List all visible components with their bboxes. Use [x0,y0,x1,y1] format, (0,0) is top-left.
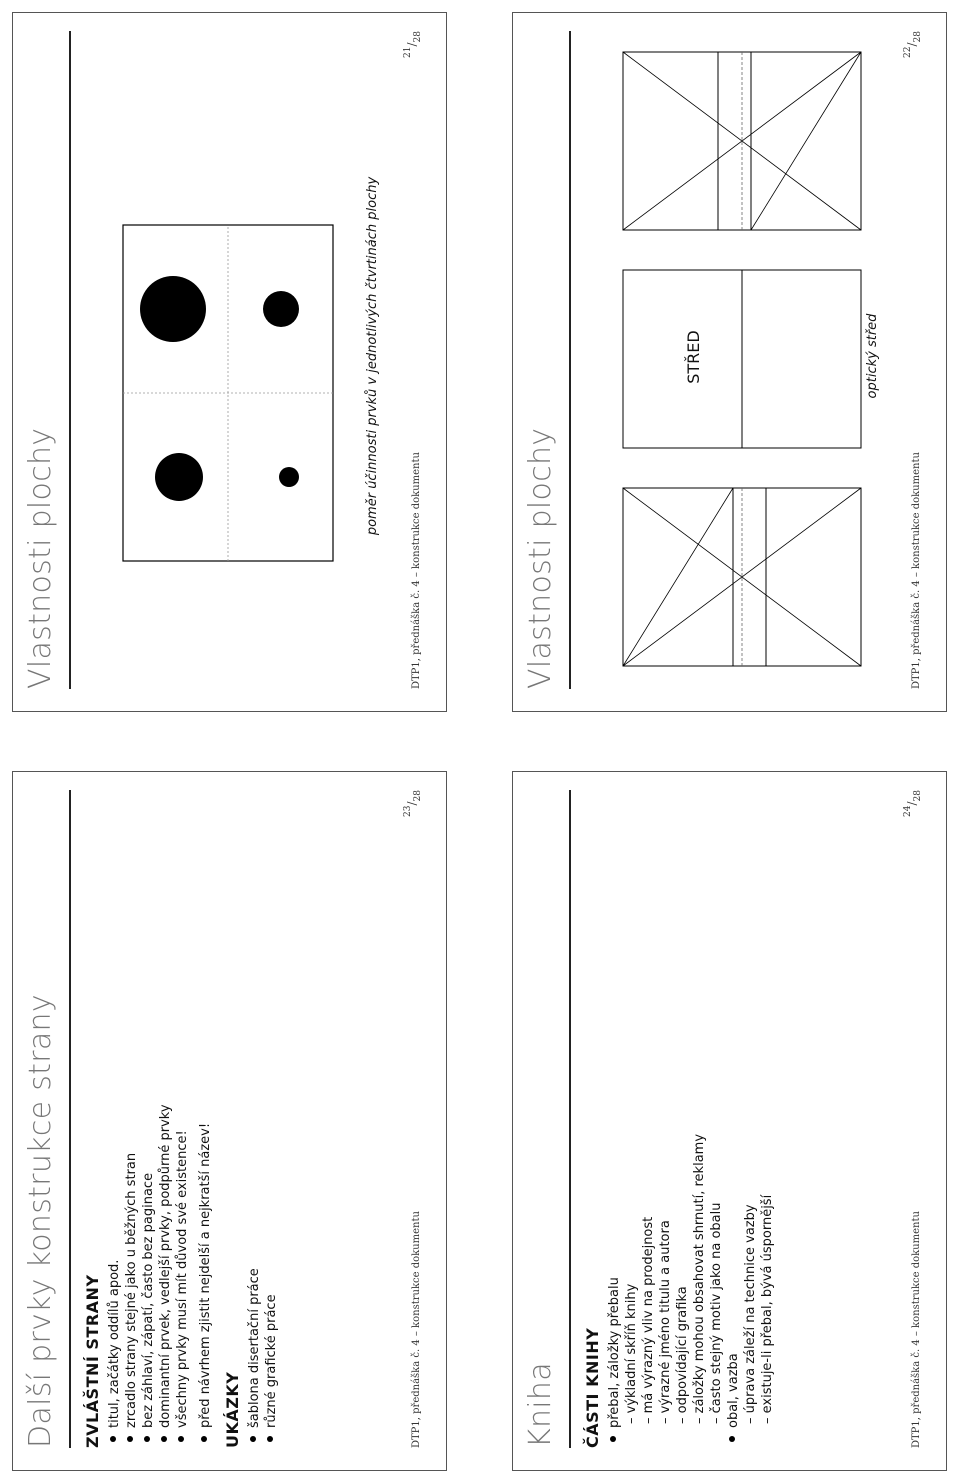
sub-item: – má výrazný vliv na prodejnost [641,1216,656,1424]
title-rule [569,790,571,1448]
sub-item: – záložky mohou obsahovat shrnutí, reklamy [692,1133,707,1424]
list-item: před návrhem zjistit nejdelší a nejkratší název! [198,1123,213,1442]
circle-bottom-right [263,291,299,327]
title-rule [569,31,571,689]
slide-23 [12,771,447,1471]
section-heading: ČÁSTI KNIHY [583,1327,602,1448]
footer-course: DTP1, přednáška č. 4 – konstrukce dokumentu [411,1211,422,1448]
title-rule [69,31,71,689]
sub-item: – úprava záleží na technice vazby [743,1204,758,1424]
title-rule [69,790,71,1448]
slide-title: Vlastnosti plochy [23,427,58,689]
sub-item: – výrazné jméno titulu a autora [658,1220,673,1424]
slide-24 [512,771,947,1471]
list-item: bez záhlaví, zápatí, často bez paginace [141,1173,156,1442]
slide-caption: poměr účinnosti prvků v jednotlivých čtvrtinách plochy [365,176,380,536]
page-number: $^{21}/_{28}$ [403,31,423,58]
list-item: dominantní prvek, vedlejší prvky, podpůrné prvky [158,1104,173,1442]
circle-top-right [140,276,206,342]
circle-top-left [155,453,203,501]
list-item: titul, začátky oddílů apod. [107,1260,122,1442]
slide-21 [12,12,447,712]
slide-title: Další prvky konstrukce strany [23,994,58,1448]
page-number: $^{23}/_{28}$ [403,790,423,817]
center-page [623,270,861,448]
list-item: přebal, záložky přebalu [607,1277,622,1442]
right-page [623,52,861,230]
slide-title: Vlastnosti plochy [523,427,558,689]
optical-center-diagram [623,46,863,666]
sub-item: – existuje-li přebal, bývá úspornější [760,1194,775,1424]
section-heading: ZVLÁŠTNÍ STRANY [83,1274,102,1448]
footer-course: DTP1, přednáška č. 4 – konstrukce dokumentu [911,1211,922,1448]
section-heading: UKÁZKY [223,1371,242,1448]
sub-item: – odpovídající grafika [675,1286,690,1424]
sub-item: – často stejný motiv jako na obalu [709,1202,724,1424]
slide-caption: optický střed [865,313,880,399]
left-page [623,488,861,666]
center-label: STŘED [684,330,703,384]
quadrant-diagram [123,225,333,561]
circle-bottom-left [279,467,299,487]
list-item: všechny prvky musí mít důvod své existence! [175,1130,190,1442]
page-number: $^{24}/_{28}$ [903,790,923,817]
list-item: zrcadlo strany stejné jako u běžných stran [124,1153,139,1442]
list-item: obal, vazba [726,1353,741,1442]
slide-22 [512,12,947,712]
footer-course: DTP1, přednáška č. 4 – konstrukce dokumentu [411,452,422,689]
page-number: $^{22}/_{28}$ [903,31,923,58]
footer-course: DTP1, přednáška č. 4 – konstrukce dokumentu [911,452,922,689]
slide-title: Kniha [523,1362,558,1448]
list-item: různé grafické práce [264,1294,279,1442]
list-item: šablona disertační práce [247,1268,262,1442]
sub-item: – výkladní skříň knihy [624,1283,639,1424]
